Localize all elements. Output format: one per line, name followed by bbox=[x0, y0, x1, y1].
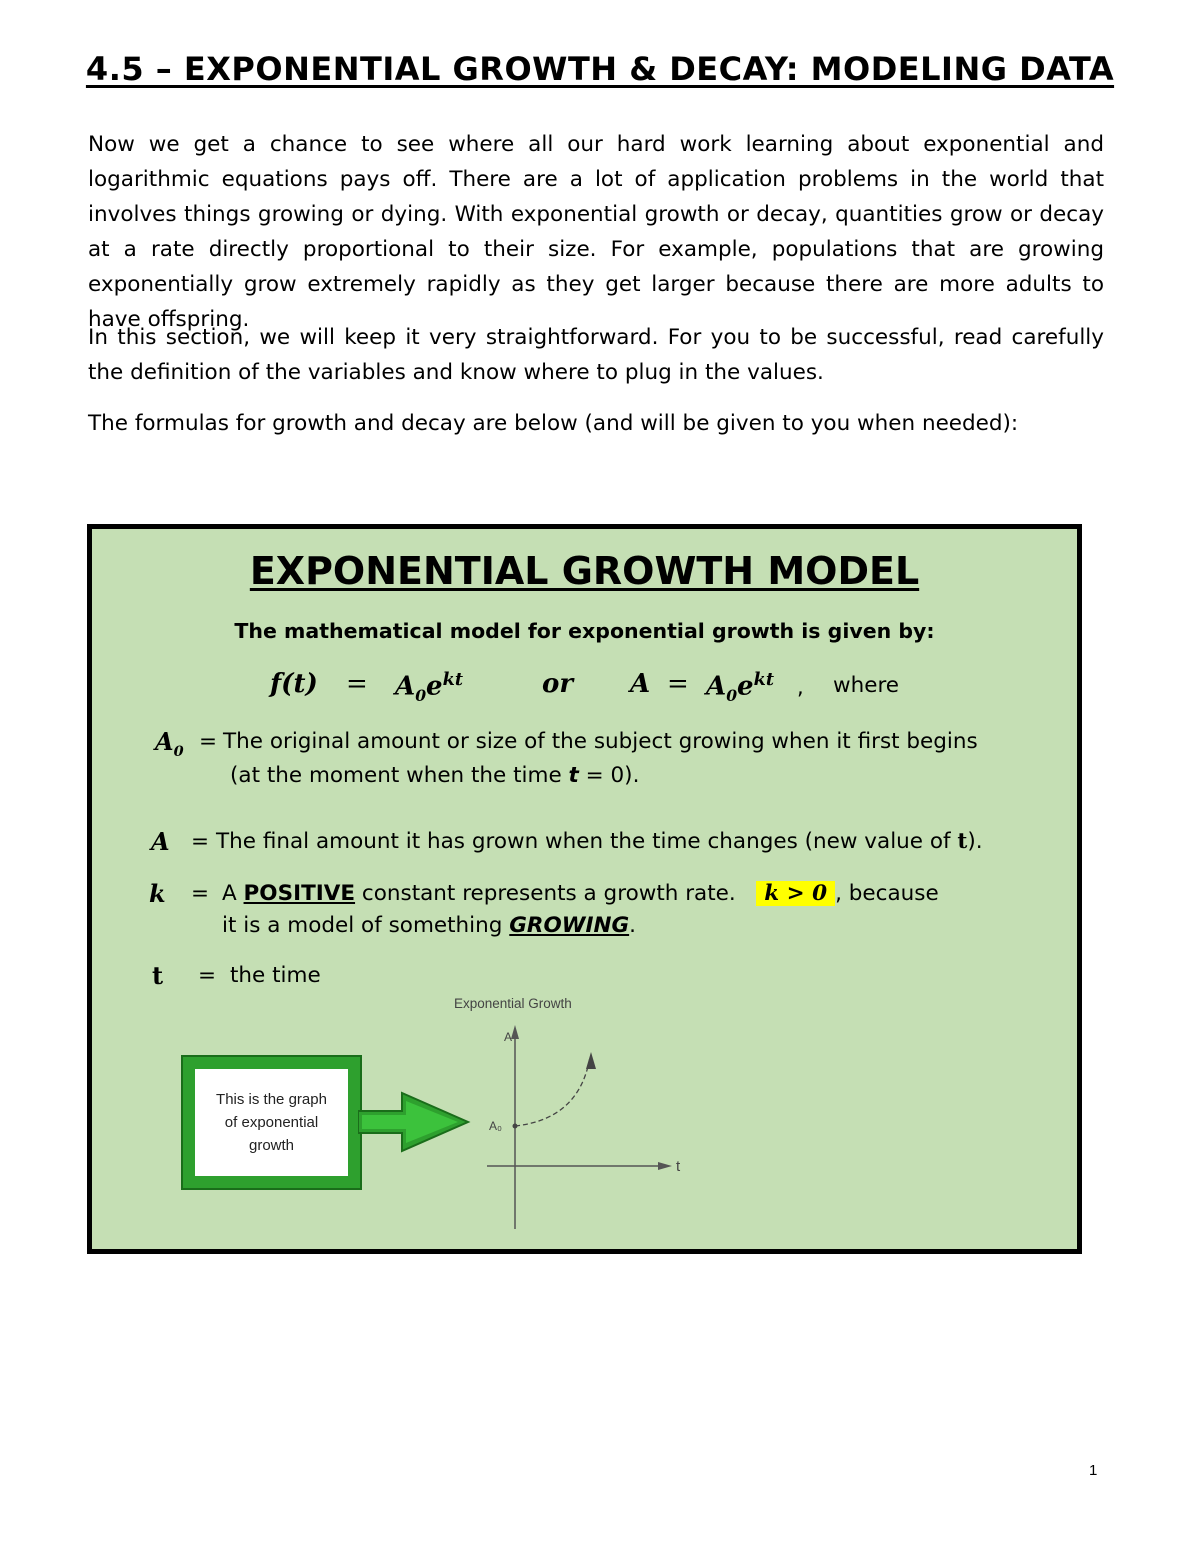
def-a-text: The final amount it has grown when the time changes (new value of t). bbox=[216, 829, 983, 854]
formula-or: or bbox=[542, 669, 574, 699]
callout-box bbox=[195, 1069, 348, 1176]
y-axis-arrowhead bbox=[511, 1025, 519, 1039]
growth-curve bbox=[515, 1057, 590, 1126]
y-axis-label: A bbox=[503, 1030, 512, 1044]
growth-curve-arrowhead bbox=[586, 1052, 596, 1069]
def-k-symbol: k bbox=[149, 879, 166, 908]
formula-row bbox=[92, 669, 1077, 709]
def-t-equals: = bbox=[198, 963, 217, 988]
graph-title: Exponential Growth bbox=[454, 996, 572, 1011]
model-subtitle: The mathematical model for exponential growth is given by: bbox=[234, 619, 935, 643]
intro-paragraph-1: Now we get a chance to see where all our hard work learning about exponential and logarithmic equations pays off. There are a lot of application problems in the world that involves things growing or dying. With exponential growth or decay, quantities grow or decay at a rate directly proportional to their size. For example, populations that are growing exponentially grow extremely rapidly as they get larger because there are more adults to have offspring. bbox=[88, 132, 1104, 332]
formula-comma: , bbox=[797, 675, 804, 699]
formula-where: where bbox=[833, 673, 900, 698]
callout-text: This is the graph of exponential growth bbox=[216, 1091, 327, 1154]
k-positive-highlight: k > 0 bbox=[756, 881, 835, 906]
def-t-text: the time bbox=[230, 963, 321, 988]
formula-lhs-a: A bbox=[630, 669, 651, 699]
intercept-point bbox=[513, 1124, 518, 1129]
formula-rhs-2: $A_0e^{kt}$ bbox=[706, 669, 775, 705]
def-a0-line2: (at the moment when the time t = 0). bbox=[230, 763, 640, 788]
x-axis-arrowhead bbox=[658, 1162, 672, 1170]
page-title: 4.5 – EXPONENTIAL GROWTH & DECAY: MODELING DATA bbox=[85, 50, 1115, 88]
formula-lhs-ft: f(t) bbox=[270, 669, 318, 699]
intercept-label: A₀ bbox=[489, 1119, 502, 1133]
def-a-symbol: A bbox=[151, 827, 170, 856]
intro-paragraph-2: In this section, we will keep it very straightforward. For you to be successful, read carefully the definition of the variables and know where to plug in the values. bbox=[88, 325, 1104, 385]
intro-paragraph-3: The formulas for growth and decay are below (and will be given to you when needed): bbox=[88, 411, 1019, 436]
formula-equals-1: = bbox=[346, 669, 368, 699]
page-number: 1 bbox=[1089, 1462, 1098, 1479]
def-t-symbol: t bbox=[152, 961, 164, 990]
def-a0-equals: = bbox=[199, 729, 218, 754]
model-title: EXPONENTIAL GROWTH MODEL bbox=[249, 549, 920, 593]
formula-equals-2: = bbox=[667, 669, 689, 699]
def-k-line1: A POSITIVE constant represents a growth rate. k > 0 , because bbox=[222, 881, 939, 906]
def-k-equals: = bbox=[191, 881, 210, 906]
def-k-line2: it is a model of something GROWING. bbox=[222, 913, 636, 938]
callout-arrow bbox=[358, 1091, 473, 1153]
graph-callout bbox=[181, 1055, 362, 1190]
x-axis-label: t bbox=[676, 1158, 681, 1175]
growth-model-box bbox=[87, 524, 1082, 1254]
def-a-equals: = bbox=[191, 829, 210, 854]
def-a0-symbol: $A_0$ bbox=[155, 727, 184, 760]
exponential-growth-graph bbox=[462, 1019, 782, 1239]
def-a0-line1: The original amount or size of the subject growing when it first begins bbox=[223, 729, 978, 754]
formula-rhs-1: $A_0e^{kt}$ bbox=[395, 669, 464, 705]
